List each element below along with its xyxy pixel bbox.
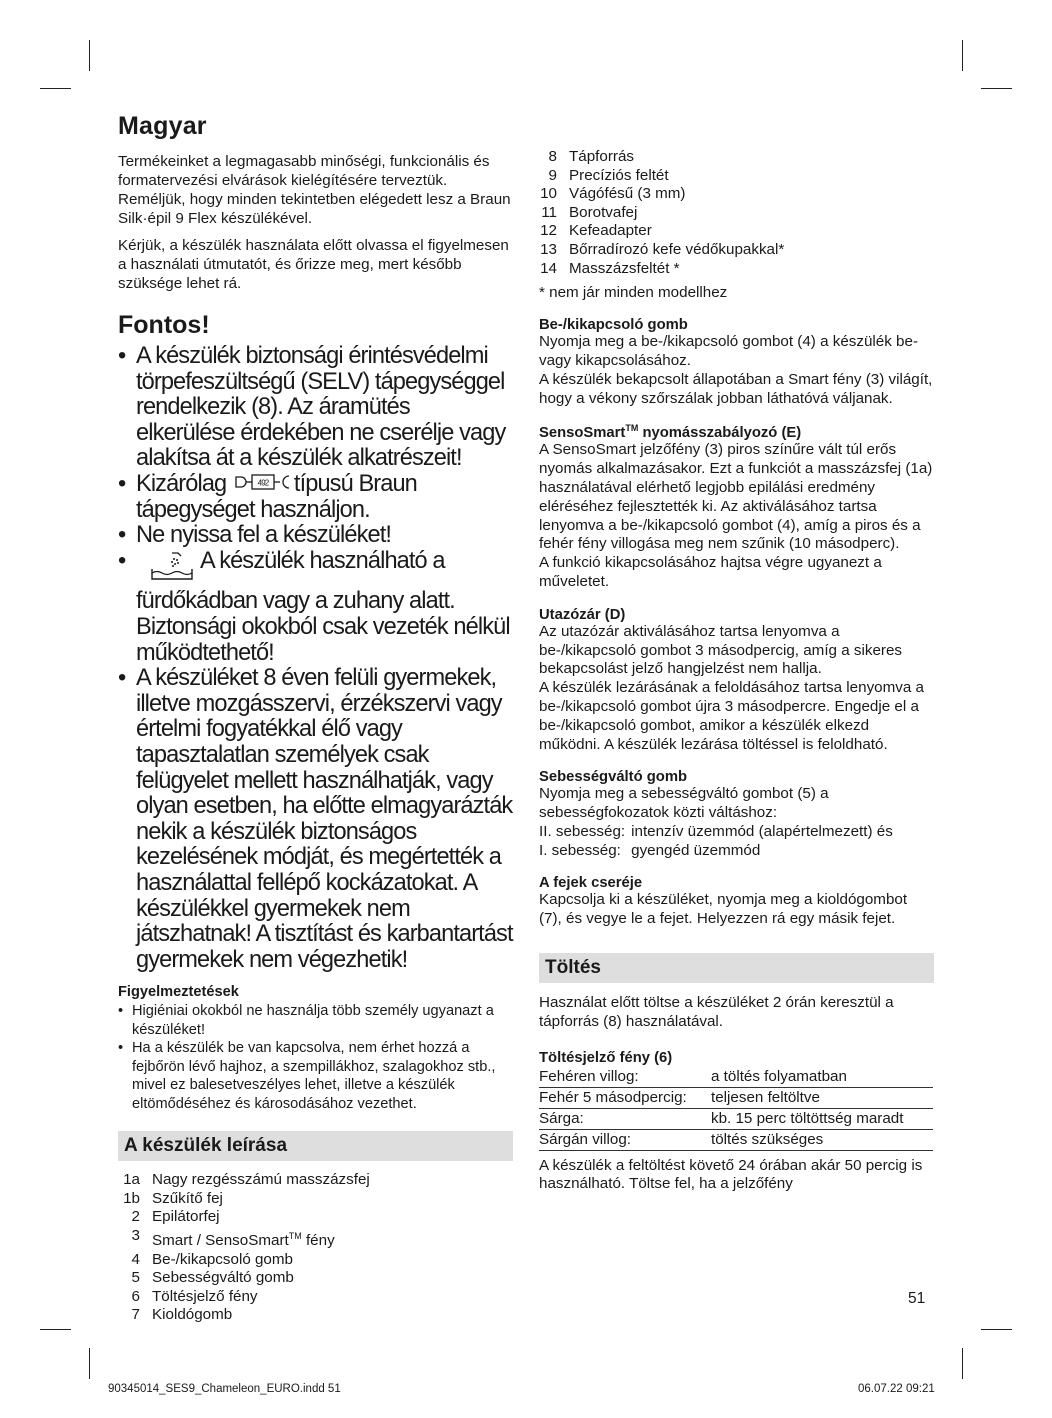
- crop-mark: [981, 1329, 1012, 1330]
- list-item: • A készülék használható a fürdőkádban vagy a zuhany alatt. Biztonsági okokból csak vezeték nélkül működtethető!: [118, 547, 510, 666]
- crop-mark: [962, 40, 963, 71]
- travel-lock-text: Az utazózár aktiválásához tartsa lenyomva a be-/kikapcsoló gombot 3 másodpercig, amíg a sikeres bekapcsolást jelző hangjelzést nem hallja.: [539, 622, 902, 678]
- charging-indicator-table: [539, 1067, 933, 1151]
- crop-mark: [40, 88, 71, 89]
- indicator-heading: Töltésjelző fény (6): [539, 1049, 673, 1066]
- heads-text: Kapcsolja ki a készüléket, nyomja meg a kioldógombot (7), és vegye le a fejet. Helyezzen rá egy másik fejet.: [539, 891, 908, 928]
- footnote: * nem jár minden modellhez: [539, 284, 728, 302]
- table-row: II. sebesség: intenzív üzemmód (alapértelmezett) és: [539, 822, 893, 840]
- table-row: Fehér 5 másodpercig: teljesen feltöltve: [539, 1087, 933, 1108]
- list-item: • A készüléket 8 éven felüli gyermekek, illetve mozgásszervi, érzékszervi vagy értelmi fogyatékkal élő vagy tapasztalatlan személyek csak felügyelet mellett használhatják, vagy olyan esetben, ha előtte elmagyarázták nekik a készülék biztonságos kezelésének módját, és megértették a használattal fellépő kockázatokat. A készülékkel gyermekek nem játszhatnak! A tisztítást és karbantartást gyermekek nem végezhetik!: [118, 665, 513, 973]
- list-item: 1b Szűkítő fej: [123, 1189, 223, 1207]
- speed-heading: Sebességváltó gomb: [539, 769, 688, 786]
- sensosmart-text: A funkció kikapcsolásához hajtsa végre ugyanezt a műveletet.: [539, 554, 882, 590]
- list-item: 4 Be-/kikapcsoló gomb: [131, 1250, 293, 1268]
- file-slug: 90345014_SES9_Chameleon_EURO.indd 51: [108, 1383, 341, 1395]
- table-row: I. sebesség: gyengéd üzemmód: [539, 841, 761, 859]
- table-row: Sárgán villog: töltés szükséges: [539, 1129, 933, 1150]
- travel-lock-heading: Utazózár (D): [539, 606, 626, 623]
- list-item: 13 Bőrradírozó kefe védőkupakkal*: [540, 240, 785, 258]
- warnings-heading: Figyelmeztetések: [118, 984, 239, 1001]
- list-item: 8 Tápforrás: [548, 148, 634, 165]
- list-item: 2 Epilátorfej: [131, 1208, 220, 1226]
- warnings-list: [118, 1002, 513, 1113]
- intro-paragraph: Kérjük, a készülék használata előtt olvassa el figyelmesen a használati útmutatót, és őrizze meg, mert később szüksége lehet rá.: [118, 237, 509, 292]
- sensosmart-heading: SensoSmart™ nyomásszabályozó (E): [539, 423, 802, 442]
- parts-list: [539, 148, 784, 278]
- power-supply-symbol-icon: [234, 472, 292, 498]
- onoff-text: A készülék bekapcsolt állapotában a Smart fény (3) világít, hogy a vékony szőrszálak jobban láthatóvá váljanak.: [539, 370, 933, 407]
- list-item: 14 Masszázsfeltét *: [540, 259, 680, 277]
- list-item: 1a Nagy rezgésszámú masszázsfej: [123, 1171, 370, 1189]
- important-heading: Fontos!: [118, 311, 210, 339]
- crop-mark: [962, 1348, 963, 1379]
- onoff-text: Nyomja meg a be-/kikapcsoló gombot (4) a készülék be- vagy kikapcsolásához.: [539, 333, 919, 369]
- power-supply-code: 492: [257, 478, 269, 488]
- table-row: Sárga: kb. 15 perc töltöttség maradt: [539, 1108, 933, 1129]
- list-item: 10 Vágófésű (3 mm): [540, 185, 686, 203]
- section-heading-description: A készülék leírása: [118, 1131, 513, 1161]
- heads-heading: A fejek cseréje: [539, 875, 643, 892]
- speed-table: [539, 823, 893, 861]
- list-item: • Ne nyissa fel a készüléket!: [118, 522, 392, 549]
- list-item: • Kizárólag 492 típusú Braun tápegységet használjon.: [118, 470, 417, 523]
- important-list: [118, 344, 513, 973]
- charging-text: Használat előtt töltse a készüléket 2 órán keresztül a tápforrás (8) használatával.: [539, 994, 894, 1030]
- page-title: Magyar: [118, 112, 207, 140]
- list-item: 5 Sebességváltó gomb: [131, 1269, 294, 1287]
- list-item: • Ha a készülék be van kapcsolva, nem érhet hozzá a fejbőrön lévő hajhoz, a szempillákhoz, szalagokhoz stb., mivel ez balesetveszélyes lehet, illetve a készülék eltömődéséhez és károsodásához vezethet.: [118, 1040, 496, 1112]
- speed-text: Nyomja meg a sebességváltó gombot (5) a sebességfokozatok közti váltáshoz:: [539, 785, 829, 822]
- section-heading-charging: Töltés: [539, 953, 934, 983]
- right-column: [539, 148, 934, 1194]
- intro-paragraph: Termékeinket a legmagasabb minőségi, funkcionális és formatervezési elvárások kielégítésére terveztük. Reméljük, hogy minden tekintetben elégedett lesz a Braun Silk·épil 9 Flex készülékével.: [118, 153, 511, 227]
- charging-duration-text: A készülék a feltöltést követő 24 órában akár 50 percig is használható. Töltse fel, ha a jelzőfény: [539, 1156, 923, 1193]
- left-column: [118, 112, 513, 1325]
- list-item: 12 Kefeadapter: [540, 222, 652, 240]
- travel-lock-text: A készülék lezárásának a feloldásához tartsa lenyomva a be-/kikapcsoló gombot újra 3 másodpercre. Engedje el a be-/kikapcsoló gombot, amikor a készülék elkezd működni. A készülék lezárása töltéssel is feloldható.: [539, 679, 924, 753]
- date-slug: 06.07.22 09:21: [858, 1383, 935, 1395]
- crop-mark: [40, 1329, 71, 1330]
- list-item: 9 Precíziós feltét: [548, 166, 669, 184]
- list-item: 7 Kioldógomb: [131, 1306, 233, 1324]
- list-item: • A készülék biztonsági érintésvédelmi törpefeszültségű (SELV) tápegységgel rendelkezik (8). Az áramütés elkerülése érdekében ne cserélje vagy alakítsa át a készülék alkatrészeit!: [118, 343, 506, 472]
- crop-mark: [89, 1348, 90, 1379]
- sensosmart-text: A SensoSmart jelzőfény (3) piros színűre vált túl erős nyomás alkalmazásakor. Ezt a funkciót a masszázsfej (1a) használatával elérhető legjobb epilálási eredmény eléréséhez fejlesztették ki. Az aktiválásához tartsa lenyomva a be-/kikapcsoló gombot (4), amíg a piros és a fehér fény villogása meg nem szűnik (10 másodperc).: [539, 441, 933, 553]
- onoff-heading: Be-/kikapcsoló gomb: [539, 317, 688, 334]
- list-item: 11 Borotvafej: [541, 203, 638, 221]
- table-row: Fehéren villog: a töltés folyamatban: [539, 1067, 933, 1088]
- page-number: 51: [908, 1290, 926, 1307]
- list-item: 3 Smart / SensoSmart™ fény: [131, 1227, 335, 1250]
- crop-mark: [981, 88, 1012, 89]
- list-item: 6 Töltésjelző fény: [131, 1287, 258, 1305]
- parts-list: [118, 1171, 370, 1325]
- bathtub-shower-icon: [150, 549, 194, 590]
- list-item: • Higiéniai okokból ne használja több személy ugyanazt a készüléket!: [118, 1003, 494, 1038]
- crop-mark: [89, 40, 90, 71]
